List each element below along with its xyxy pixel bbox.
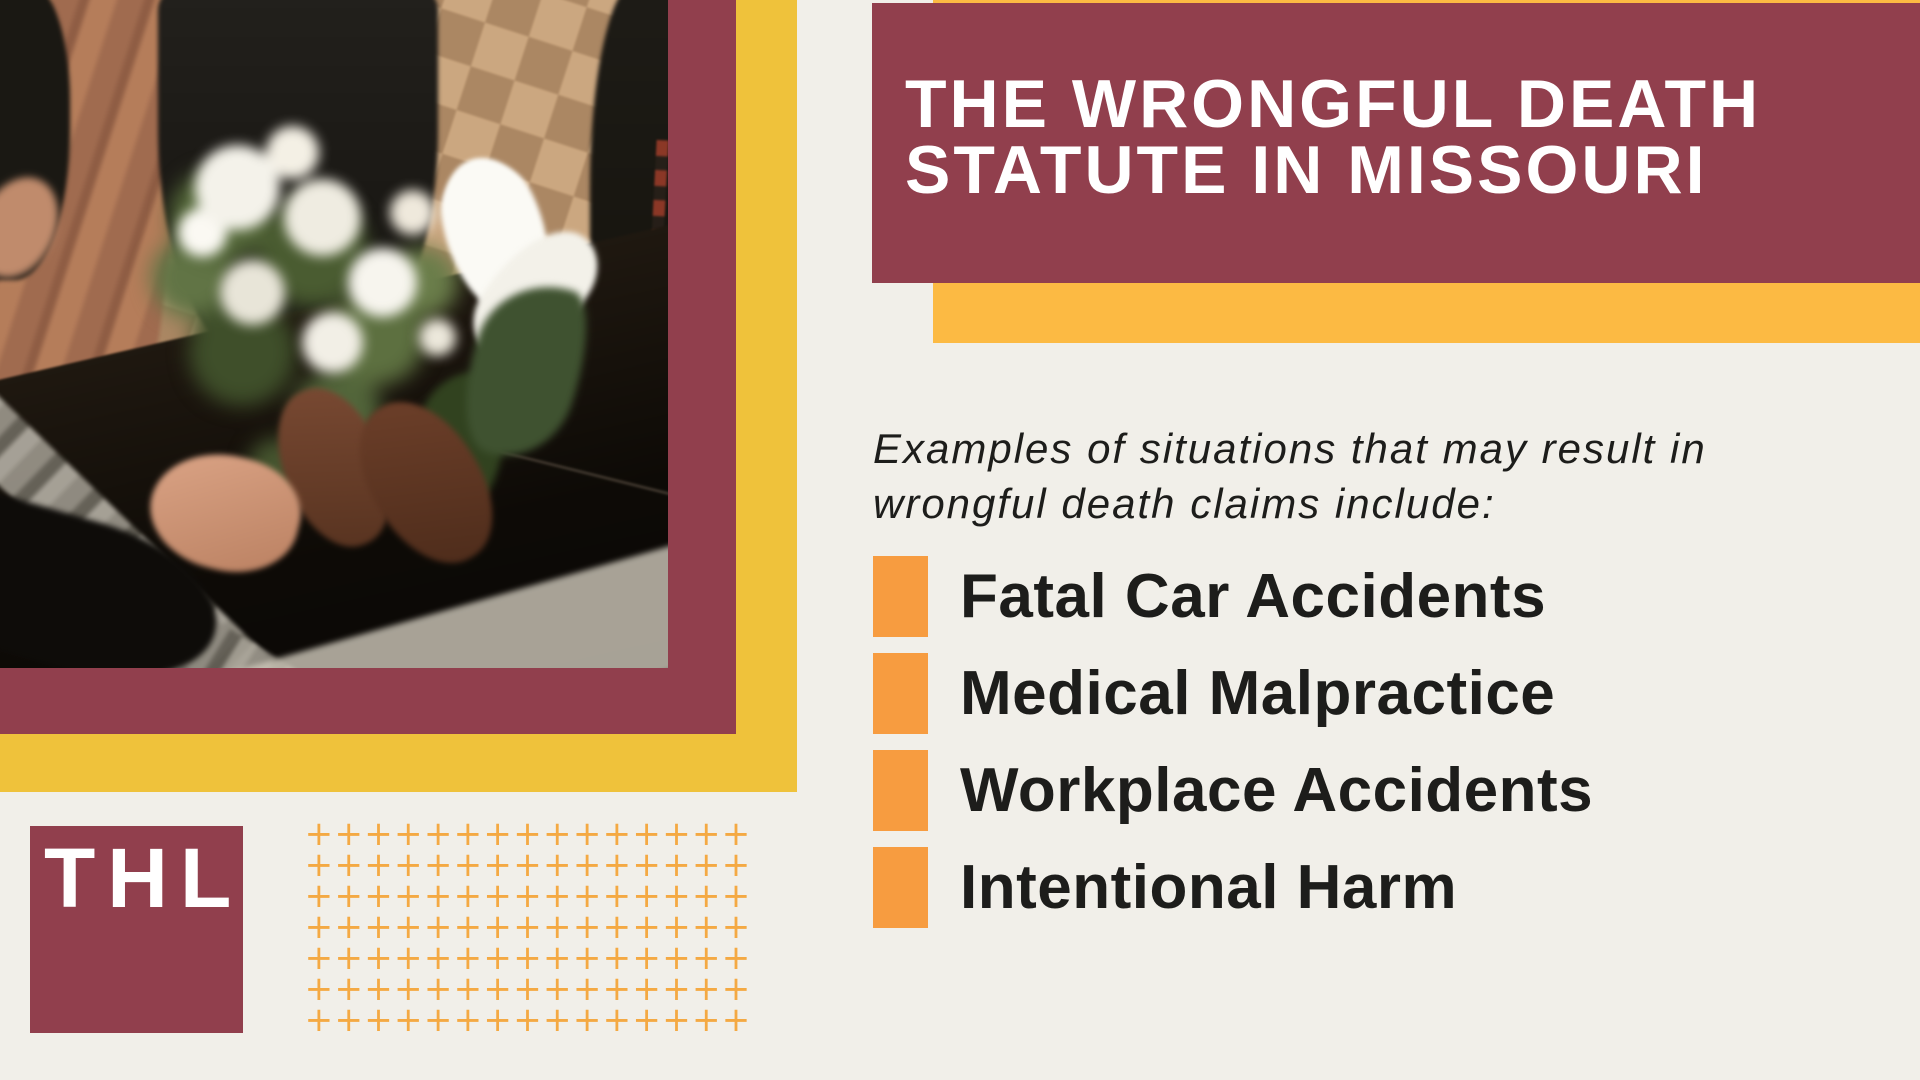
plus-glyph: + (602, 938, 632, 978)
plus-glyph: + (543, 969, 572, 1009)
situations-list (873, 556, 1593, 928)
plus-glyph: + (572, 845, 602, 885)
plus-glyph: + (394, 938, 423, 978)
plus-glyph: + (304, 1000, 334, 1040)
plus-glyph: + (364, 1000, 393, 1040)
list-item-label: Workplace Accidents (960, 756, 1594, 825)
plus-glyph: + (602, 876, 632, 916)
plus-glyph: + (334, 814, 363, 854)
plus-glyph: + (543, 907, 572, 947)
plus-glyph: + (304, 845, 334, 885)
plus-glyph: + (572, 938, 602, 978)
plus-glyph: + (572, 876, 602, 916)
plus-glyph: + (513, 907, 542, 947)
plus-glyph: + (602, 907, 632, 947)
plus-glyph: + (364, 969, 393, 1009)
plus-glyph: + (572, 814, 602, 854)
plus-glyph: + (543, 814, 572, 854)
plus-glyph: + (364, 814, 393, 854)
list-item (873, 847, 1593, 928)
plus-glyph: + (721, 845, 751, 885)
plus-glyph: + (423, 969, 453, 1009)
plus-glyph: + (513, 876, 542, 916)
plus-glyph: + (662, 938, 691, 978)
plus-glyph: + (394, 969, 423, 1009)
plus-glyph: + (364, 845, 393, 885)
plus-glyph: + (483, 845, 512, 885)
plus-glyph: + (662, 876, 691, 916)
list-item (873, 653, 1593, 734)
plus-glyph: + (304, 814, 334, 854)
plus-glyph: + (721, 938, 751, 978)
plus-glyph: + (632, 969, 661, 1009)
plus-glyph: + (453, 814, 483, 854)
intro-text (873, 421, 1707, 531)
plus-glyph: + (632, 845, 661, 885)
list-item (873, 556, 1593, 637)
plus-glyph: + (692, 814, 721, 854)
plus-glyph: + (572, 1000, 602, 1040)
plus-glyph: + (423, 876, 453, 916)
plus-glyph: + (721, 969, 751, 1009)
plus-glyph: + (334, 845, 363, 885)
funeral-photo (0, 0, 668, 668)
list-item-label: Intentional Harm (960, 853, 1458, 922)
square-bullet-icon (873, 653, 928, 734)
bouquet-white-flowers (195, 145, 280, 230)
plus-glyph: + (513, 814, 542, 854)
plus-glyph: + (602, 814, 632, 854)
list-item (873, 750, 1593, 831)
plus-glyph: + (692, 876, 721, 916)
plus-glyph: + (423, 1000, 453, 1040)
plus-glyph: + (483, 1000, 512, 1040)
plus-glyph: + (453, 907, 483, 947)
list-item-label: Medical Malpractice (960, 659, 1556, 728)
plus-glyph: + (334, 1000, 363, 1040)
plus-glyph: + (692, 969, 721, 1009)
plus-glyph: + (453, 969, 483, 1009)
plus-glyph: + (632, 907, 661, 947)
intro-line2: wrongful death claims include: (873, 480, 1496, 527)
thl-logo (30, 826, 243, 1033)
plus-glyph: + (602, 845, 632, 885)
plus-glyph: + (662, 1000, 691, 1040)
plus-glyph: + (394, 907, 423, 947)
plus-glyph: + (334, 938, 363, 978)
plus-glyph: + (721, 876, 751, 916)
plus-glyph: + (602, 969, 632, 1009)
plus-glyph: + (394, 845, 423, 885)
square-bullet-icon (873, 847, 928, 928)
plus-glyph: + (483, 814, 512, 854)
plus-glyph: + (721, 907, 751, 947)
thl-logo-text: THL (44, 831, 244, 925)
plus-pattern (304, 814, 752, 1040)
plus-glyph: + (304, 907, 334, 947)
header-banner (872, 3, 1920, 283)
plus-glyph: + (572, 969, 602, 1009)
plus-glyph: + (453, 938, 483, 978)
plus-glyph: + (304, 876, 334, 916)
plus-glyph: + (543, 938, 572, 978)
plus-glyph: + (662, 907, 691, 947)
plus-glyph: + (364, 938, 393, 978)
plus-glyph: + (513, 1000, 542, 1040)
plus-glyph: + (662, 814, 691, 854)
plus-glyph: + (692, 1000, 721, 1040)
plus-glyph: + (394, 1000, 423, 1040)
plus-glyph: + (721, 814, 751, 854)
list-item-label: Fatal Car Accidents (960, 562, 1547, 631)
plus-glyph: + (394, 876, 423, 916)
plus-glyph: + (483, 907, 512, 947)
plus-glyph: + (513, 969, 542, 1009)
plus-glyph: + (483, 969, 512, 1009)
page-title-line2: STATUTE IN MISSOURI (905, 132, 1708, 208)
square-bullet-icon (873, 556, 928, 637)
plus-glyph: + (662, 969, 691, 1009)
plus-glyph: + (721, 1000, 751, 1040)
plus-glyph: + (334, 969, 363, 1009)
plus-glyph: + (692, 845, 721, 885)
plus-glyph: + (513, 845, 542, 885)
square-bullet-icon (873, 750, 928, 831)
plus-glyph: + (304, 969, 334, 1009)
plus-glyph: + (423, 845, 453, 885)
intro-line1: Examples of situations that may result in (873, 425, 1707, 472)
plus-glyph: + (572, 907, 602, 947)
plus-glyph: + (513, 938, 542, 978)
plus-glyph: + (632, 876, 661, 916)
plus-glyph: + (543, 876, 572, 916)
plus-glyph: + (692, 907, 721, 947)
plus-glyph: + (423, 814, 453, 854)
plus-glyph: + (632, 938, 661, 978)
plus-glyph: + (423, 907, 453, 947)
plus-glyph: + (543, 845, 572, 885)
plus-glyph: + (304, 938, 334, 978)
plus-glyph: + (364, 876, 393, 916)
plus-glyph: + (394, 814, 423, 854)
plus-glyph: + (364, 907, 393, 947)
page-title-line1: THE WRONGFUL DEATH (905, 66, 1762, 142)
plus-glyph: + (334, 876, 363, 916)
plus-glyph: + (453, 876, 483, 916)
plus-glyph: + (692, 938, 721, 978)
plus-glyph: + (453, 1000, 483, 1040)
plus-glyph: + (632, 1000, 661, 1040)
plus-glyph: + (602, 1000, 632, 1040)
plus-glyph: + (543, 1000, 572, 1040)
plus-glyph: + (334, 907, 363, 947)
plus-glyph: + (483, 876, 512, 916)
plus-glyph: + (453, 845, 483, 885)
plus-glyph: + (483, 938, 512, 978)
plus-glyph: + (632, 814, 661, 854)
plus-glyph: + (423, 938, 453, 978)
plus-glyph: + (662, 845, 691, 885)
